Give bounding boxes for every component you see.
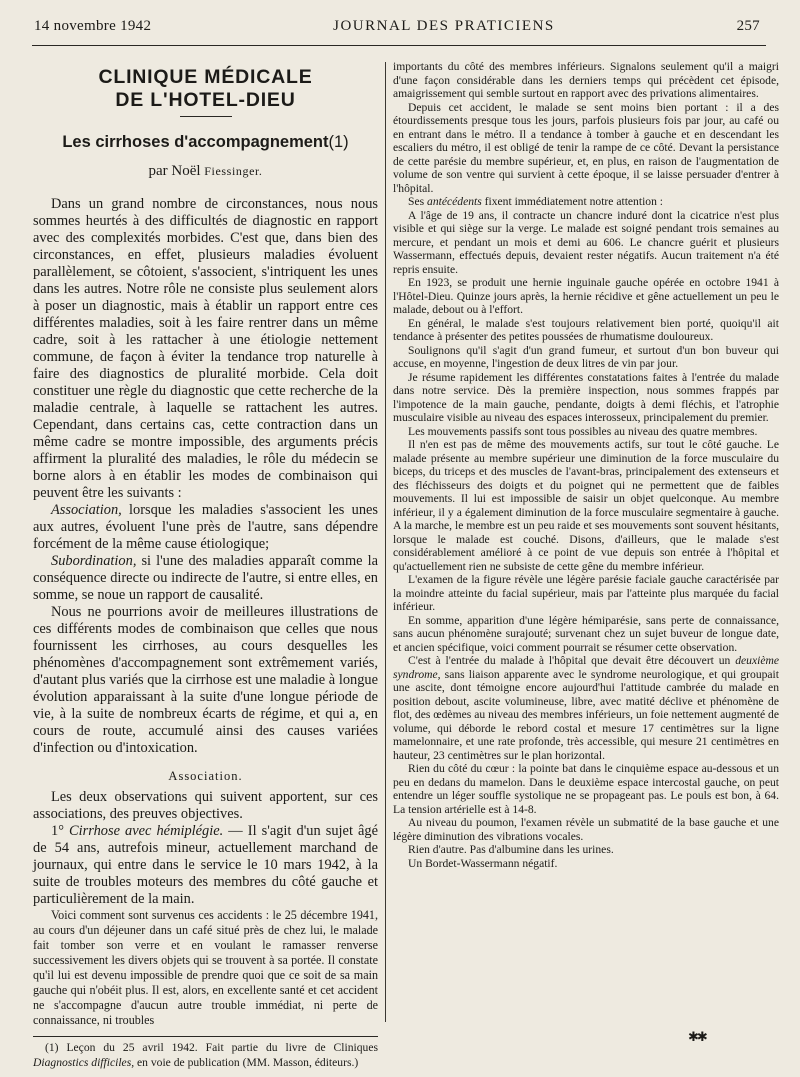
footnote-prefix: (1) Leçon du 25 avril 1942. Fait partie du livre de Cliniques	[45, 1041, 378, 1054]
left-column	[33, 60, 378, 1070]
antecedents-text: fixent immédiatement notre attention :	[481, 195, 664, 208]
right-paragraph-16: Rien d'autre. Pas d'albumine dans les urines.	[408, 843, 614, 856]
paragraph-association	[33, 502, 378, 553]
syndrome-prefix: C'est à l'entrée du malade à l'hôpital que devait être découvert un	[408, 654, 736, 667]
footnote-rule	[33, 1036, 378, 1037]
paragraph-7: Voici comment sont survenus ces accidents : le 25 décembre 1941, au cours d'un déjeuner dans un café situé près de chez lui, le malade fait tomber son verre et en voulant le ramasser renverse successivement les divers objets qui se trouvent à sa portée. Il constate qu'il lui est devenu impossible de prendre quoi que ce soit de sa main gauche qui n'obéit plus. Il est, alors, en excellente santé et cet accident ne s'accompagne d'aucun autre trouble immédiat, ni perte de connaissance, ni troubles	[33, 908, 378, 1027]
case-text: — Il s'agit d'un sujet âgé de 54 ans, autrefois mineur, actuellement marchand de journaux, qui entre dans le service le 10 mars 1942, à la suite de troubles moteurs des membres du côté gauche et particulièrement de la main.	[33, 823, 378, 907]
article-title	[33, 131, 378, 153]
right-paragraph-17: Un Bordet-Wassermann négatif.	[408, 856, 558, 870]
byline-author: Fiessinger.	[204, 164, 263, 178]
text-association: lorsque les maladies s'associent les unes aux autres, évoluent l'une près de l'autre, sans dépendre forcément de la même cause étiologique;	[33, 502, 378, 552]
footnote-marker: (1)	[328, 133, 349, 151]
right-paragraph-9: Les mouvements passifs sont tous possibles au niveau des quatre membres.	[408, 424, 758, 438]
right-paragraph-5: En 1923, se produit une hernie inguinale gauche opérée en octobre 1941 à l'Hôtel-Dieu. Quinze jours après, la hernie récidive et gêne actuellement un peu le malade, debout ou à l'effort.	[393, 276, 779, 316]
case-title: Cirrhose avec hémiplégie.	[69, 823, 224, 839]
title-rule	[180, 116, 232, 117]
paragraph-4: Nous ne pourrions avoir de meilleures illustrations de ces différents modes de combinaison que celles que nous fournissent les cirrhoses, au cours desquelles les phénomènes d'accompagnement sont extrêmement variés, d'autant plus variés que la cirrhose est une maladie à longue évolution apparaissant à la suite d'une longue période de vie, à la suite de nombreux écarts de régime, et qui a, en cours de route, accumulé ainsi des causes variées d'infection ou d'intoxication.	[33, 604, 378, 756]
syndrome-text: sans liaison apparente avec le syndrome neurologique, et qui groupait une ascite, dont témoigne encore aujourd'hui l'attitude cambrée du malade en position debout, ascite volumineuse, libre, avec matité déclive et phénomène de flot, des œdèmes au niveau des membres inférieurs, un foie nettement augmenté de volume, qui déborde le rebord costal et mesure 17 centimètres sur la ligne mamelonnaire, et une rate profonde, très accessible, qui mesure 21 centimètres en hauteur, 23 centimètres sur le plan horizontal.	[393, 667, 779, 762]
right-column	[393, 60, 779, 870]
section-title-line-2: DE L'HOTEL-DIEU	[115, 89, 296, 111]
right-paragraph-6: En général, le malade s'est toujours relativement bien porté, quoiqu'il ait tendance à présenter des petites poussées de rhumatisme douloureux.	[393, 316, 779, 343]
column-divider	[385, 62, 386, 1022]
section-title	[33, 66, 378, 112]
page-number: 257	[736, 18, 760, 34]
antecedents-prefix: Ses	[408, 195, 428, 208]
right-paragraph-antecedents	[393, 195, 779, 209]
right-paragraph-7: Soulignons qu'il s'agit d'un grand fumeur, et surtout d'un bon buveur qui accuse, en moyenne, l'ingestion de deux litres de vin par jour.	[393, 343, 779, 370]
article-title-text: Les cirrhoses d'accompagnement	[62, 133, 329, 151]
section-title-line-1: CLINIQUE MÉDICALE	[98, 66, 313, 88]
subheading-association: Association.	[168, 769, 243, 783]
footnote-text: en voie de publication (MM. Masson, éditeurs.)	[134, 1055, 359, 1069]
issue-date: 14 novembre 1942	[34, 18, 152, 34]
antecedents-term: antécédents	[427, 195, 482, 208]
right-paragraph-8: Je résume rapidement les différentes constatations faites à l'entrée du malade dans notre service. Dès la première inspection, nous sommes frappés par l'impotence de la main gauche, pendante, doigts à demi fléchis, et l'atrophie musculaire visible au niveau des espaces interosseux, principalement du premier.	[393, 370, 779, 424]
right-paragraph-12: En somme, apparition d'une légère hémiparésie, sans perte de connaissance, sans aucun phénomène surajouté; survenant chez un sujet buveur de longue date, et ancien spécifique, voici comment pourrait se résumer cette observation.	[393, 613, 779, 654]
byline	[33, 163, 378, 180]
paragraph-case-1	[33, 823, 378, 908]
term-association: Association,	[51, 502, 122, 518]
case-number: 1°	[51, 823, 70, 839]
header-rule	[32, 45, 766, 46]
term-subordination: Subordination,	[51, 553, 137, 569]
paragraph-5: Les deux observations qui suivent apportent, sur ces associations, des preuves objectives.	[33, 789, 378, 822]
end-ornament: ✱✱	[688, 1030, 706, 1045]
right-paragraph-15: Au niveau du poumon, l'examen révèle un submatité de la base gauche et une légère diminution des vibrations vocales.	[393, 816, 779, 843]
journal-title: JOURNAL DES PRATICIENS	[333, 18, 555, 34]
right-paragraph-1: importants du côté des membres inférieurs. Signalons seulement qu'il a maigri d'une façon considérable dans les derniers temps qui précèdent cet épisode, amaigrissement qui semble surtout en rapport avec des privations alimentaires.	[393, 60, 779, 100]
text-subordination: si l'une des maladies apparaît comme la conséquence directe ou indirecte de l'autre, si entre elles, en somme, se noue un rapport de causalité.	[33, 553, 378, 603]
right-paragraph-4: A l'âge de 19 ans, il contracte un chancre induré dont la cicatrice n'est plus visible et qui siège sur la verge. Le malade est soigné pendant trois semaines au mercure, et pendant un mois et demi au 606. Le chancre guérit et plusieurs Wassermann, effectués depuis, devaient rester négatifs. Aucun traitement n'a été repris ensuite.	[393, 208, 779, 276]
right-paragraph-10: Il n'en est pas de même des mouvements actifs, sur tout le côté gauche. Le malade présente au membre supérieur une diminution de la force musculaire du biceps, du triceps et des muscles de l'avant-bras, principalement des extenseurs et des fléchisseurs des doigts et du poignet qui ne permettent que de faibles mouvements. Il lui est impossible de saisir un objet quelconque. Au membre inférieur, il y a également diminution de la force musculaire segmentaire à gauche. A la marche, le membre est un peu raide et ses mouvements sont souvent hésitants, lorsque le malade est couché. Disons, d'ailleurs, que le malade s'est considérablement amélioré à ce point de vue depuis son entrée à l'hôpital et qu'actuellement rien ne subsiste de cette gêne du membre inférieur.	[393, 438, 779, 573]
paragraph-1: Dans un grand nombre de circonstances, nous nous sommes heurtés à des difficultés de diagnostic en rapport avec des complexités morbides. C'est que, dans bien des circonstances, en effet, plusieurs maladies évoluent parallèlement, se côtoient, s'associent, s'intriquent les unes dans les autres. Notre rôle ne consiste plus seulement alors à poser un diagnostic, mais à établir un rapport entre ces différentes maladies, soit à les faire rentrer dans un même cadre, soit à les rattacher à une étiologie nettement commune, de façon à éviter la tendance trop naturelle à faire des diagnostics de pluralité morbide. Cela doit constituer une règle du diagnostic que cette recherche de la maladie centrale, à laquelle se rattachent les autres. Cependant, dans certains cas, cette contraction dans un même cadre se montre impossible, des arguments précis affirment la pluralité des maladies, le rôle du médecin se borne alors à en établir les modes de combinaison qui peuvent être les suivants :	[33, 196, 378, 501]
running-head	[34, 18, 760, 42]
byline-prefix: par Noël	[148, 163, 201, 179]
right-paragraph-11: L'examen de la figure révèle une légère parésie faciale gauche caractérisée par la moindre atteinte du facial supérieur, mais par l'atteinte plus marquée du facial inférieur.	[393, 573, 779, 613]
footnote	[33, 1041, 378, 1070]
right-paragraph-2: Depuis cet accident, le malade se sent moins bien portant : il a des étourdissements presque tous les jours, parfois plusieurs fois par jour, au café ou en entrant dans le métro. Il a tendance à tomber à gauche et en descendant les escaliers du métro, il est obligé de tenir la rampe de ce côté. Devant la persistance de cette parésie du membre supérieur, et, en plus, en raison de l'augmentation de volume de son ventre qui survient à cette époque, il se laisse persuader d'entrer à l'hôpital.	[393, 100, 779, 195]
paragraph-subordination	[33, 553, 378, 604]
right-paragraph-13	[393, 654, 779, 762]
syndrome-term: deuxième syndrome,	[393, 654, 779, 681]
footnote-book-title: Diagnostics difficiles,	[33, 1055, 135, 1069]
right-paragraph-14: Rien du côté du cœur : la pointe bat dans le cinquième espace au-dessous et un peu en dedans du mamelon. Dans le deuxième espace intercostal gauche, on peut entendre un léger souffle systolique ne se propageant pas. Le pouls est bon, à 64. La tension artérielle est à 14-8.	[393, 762, 779, 816]
